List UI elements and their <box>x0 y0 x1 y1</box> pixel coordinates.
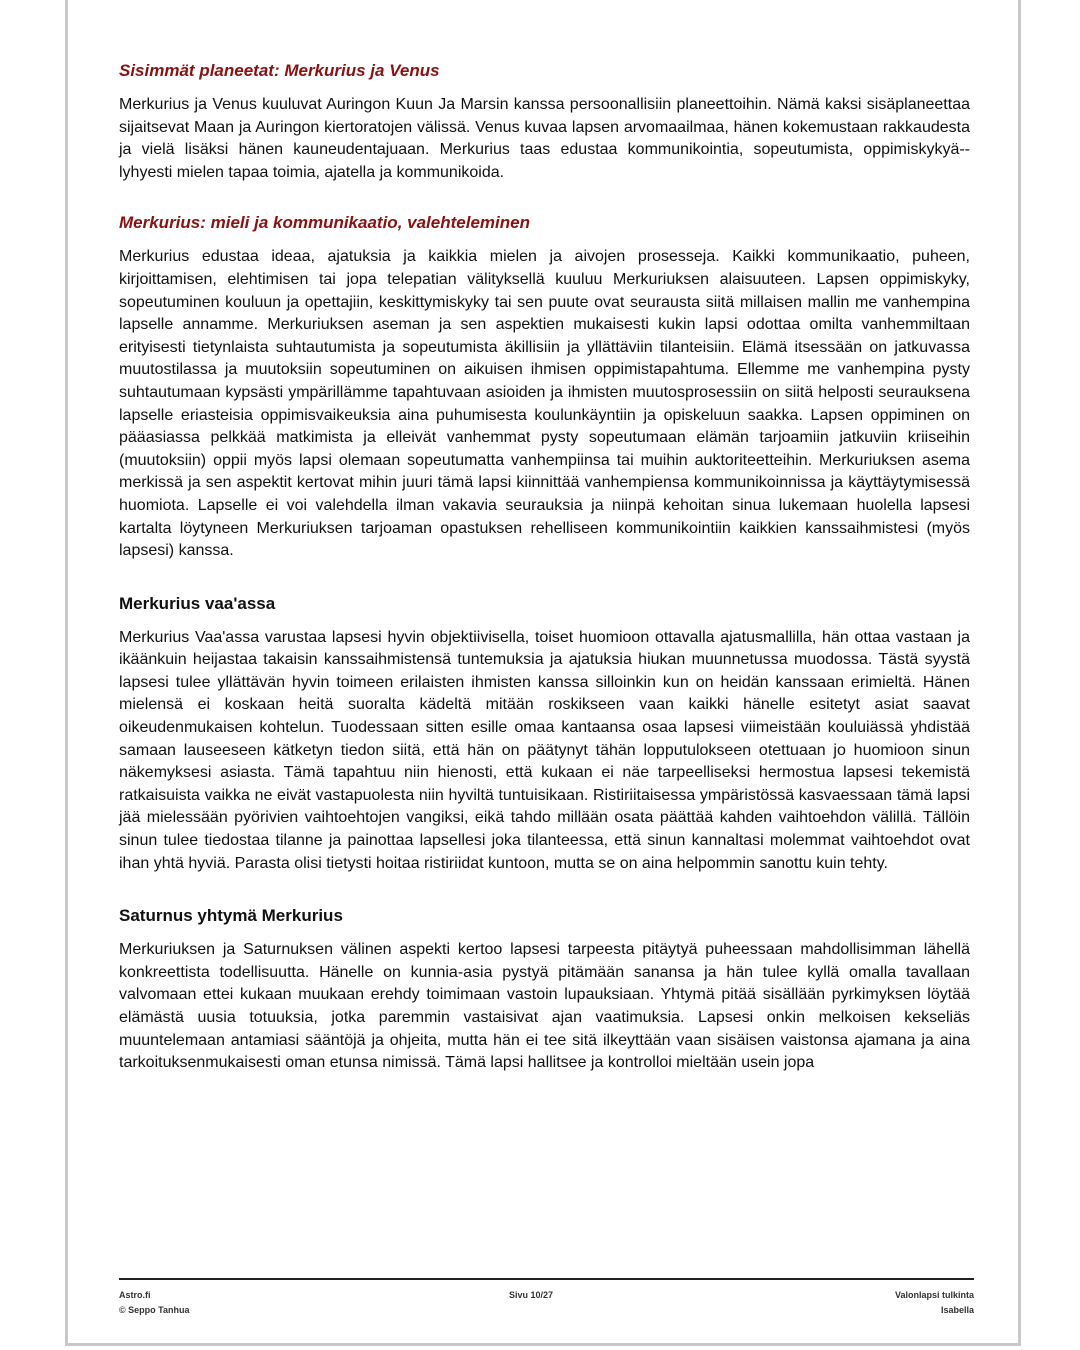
footer-right <box>895 1288 974 1318</box>
footer-page-number: Sivu 10/27 <box>509 1290 554 1300</box>
section-heading-mercury-libra: Merkurius vaa'assa <box>119 593 276 613</box>
page-content <box>119 60 970 1075</box>
section-text-mercury-mind: Merkurius edustaa ideaa, ajatuksia ja kaikkia mielen ja aivojen prosesseja. Kaikki kommunikaatio, puheen, kirjoittamisen, elehtimisen tai jopa telepatian välityksellä kuuluu Merkuriuksen alaisuuteen. Lapsen oppimiskyky, sopeutuminen kouluun ja opettajiin, keskittymiskyky tai sen puute ovat seurausta siitä millaisen mallin me vanhempina lapselle annamme. Merkuriuksen aseman ja sen aspektien mukaisesti kukin lapsi odottaa omilta vanhemmiltaan erityisesti tietynlaista suhtautumista ja sopeutumista äkillisiin ja yllättäviin tilanteisiin. Elämä itsessään on jatkuvassa muutostilassa ja muutoksiin sopeutuminen on aikuisen ihmisen oppimistapahtuma. Ellemme me vanhempina pysty suhtautumaan kypsästi ympärillämme tapahtuvaan asioiden ja ihmisten muutosprosessiin on siitä helposti seurauksena lapselle eriasteisia oppimisvaikeuksia aina puhumisesta koulunkäyntiin ja opiskeluun saakka. Lapsen oppiminen on pääasiassa pelkkää matkimista ja elleivät vanhemmat pysty sopeutumaan elämän tarjoamiin jatkuviin kriiseihin (muutoksiin) oppii myös lapsi olemaan sopeutumatta vanhempiinsa tai muihin auktoriteetteihin. Merkuriuksen asema merkissä ja sen aspektit kertovat mihin juuri tämä lapsi kiinnittää vanhempiensa kommunikoinnissa ja käyttäytymisessä huomiota. Lapselle ei voi valehdella ilman vakavia seurauksia ja niinpä kehoitan sinua lukemaan huolella lapsesi kartalta löytyneen Merkuriuksen tarjoaman opastuksen rehelliseen kommunikointiin kaikkien kanssaihmistesi (myös lapsesi) kanssa. <box>119 248 970 560</box>
section-heading-saturn-mercury: Saturnus yhtymä Merkurius <box>119 906 343 926</box>
section-heading-mercury-mind: Merkurius: mieli ja kommunikaatio, valehteleminen <box>119 213 530 233</box>
footer-site: Astro.fi <box>119 1290 151 1300</box>
page-footer <box>119 1278 974 1315</box>
section-text-mercury-libra: Merkurius Vaa'assa varustaa lapsesi hyvin objektiivisella, toiset huomioon ottavalla ajatusmallilla, hän ottaa vastaan ja ikäänkuin heijastaa takaisin kanssaihmistensä tuntemuksia ja ajatuksia hiukan muunnetussa muodossa. Tästä syystä lapsesi tulee yllättävän hyvin toimeen erilaisten ihmisten kanssa silloinkin kun on heidän kanssaan erimieltä. Hänen mielensä ei koskaan heitä suoralta kädeltä mitään roskikseen vaan kaikki hänelle esitetyt asiat saavat oikeudenmukaisen kohtelun. Tuodessaan sitten esille omaa kantaansa osaa lapsesi viimeistään kouluiässä yhdistää samaan lauseeseen kätketyn tiedon siitä, että hän on päätynyt tähän lopputulokseen otettuaan jo huomioon sinun näkemyksesi asiasta. Tämä tapahtuu niin hienosti, että kukaan ei näe tarpeelliseksi hermostua lapsesi tekemistä ratkaisuista vaikka ne eivät vastapuolesta niin hyviltä tuntuisikaan. Ristiriitaisessa ympäristössä kasvaessaan tämä lapsi jää mielessään pyörivien vaihtoehtojen vangiksi, eikä tahdo millään osata päättää kahden vaihtoehdon välillä. Tällöin sinun tulee tiedostaa tilanne ja painottaa lapsellesi joka tilanteessa, että sinun kannaltasi molemmat vaihtoehdot ovat ihan yhtä hyviä. Parasta olisi tietysti hoitaa ristiriidat kuntoon, mutta se on aina helpommin sanottu kuin tehty. <box>119 628 970 872</box>
section-heading-inner-planets: Sisimmät planeetat: Merkurius ja Venus <box>119 61 440 80</box>
footer-subject-name: Isabella <box>940 1305 974 1315</box>
section-text-inner-planets: Merkurius ja Venus kuuluvat Auringon Kuun Ja Marsin kanssa persoonallisiin planeettoihin. Nämä kaksi sisäplaneettaa sijaitsevat Maan ja Auringon kiertoratojen välissä. Venus kuvaa lapsen arvomaailmaa, hänen kokemustaan rakkaudesta ja vielä lisäksi hänen kauneudentajuaan. Merkurius taas edustaa kommunikointia, sopeutumista, oppimiskykyä-- lyhyesti mielen tapaa toimia, ajatella ja kommunikoida. <box>119 96 970 181</box>
footer-report-type: Valonlapsi tulkinta <box>894 1290 974 1300</box>
footer-left <box>119 1288 189 1318</box>
section-text-saturn-mercury: Merkuriuksen ja Saturnuksen välinen aspekti kertoo lapsesi tarpeesta pitäytyä puheessaan mahdollisimman lähellä konkreettista todellisuutta. Hänelle on kunnia-asia pystyä pitämään sanansa ja hän tulee kyllä omalla tavallaan valvomaan ettei kukaan muukaan erehdy toimimaan vastoin lupauksiaan. Yhtymä pitää sisällään pyrkimyksen löytää elämästä uusia totuuksia, jotka paremmin vastaisivat ajan vaatimuksia. Lapsesi onkin melkoisen kekseliäs muuntelemaan antamiasi sääntöjä ja ohjeita, mutta hän ei tee sitä ilkeyttään vaan sisäisen vaistonsa ajamana ja aina tarkoituksenmukaisesti oman etunsa nimissä. Tämä lapsi hallitsee ja kontrolloi mieltään usein jopa <box>119 941 970 1072</box>
footer-copyright: © Seppo Tanhua <box>119 1305 190 1315</box>
